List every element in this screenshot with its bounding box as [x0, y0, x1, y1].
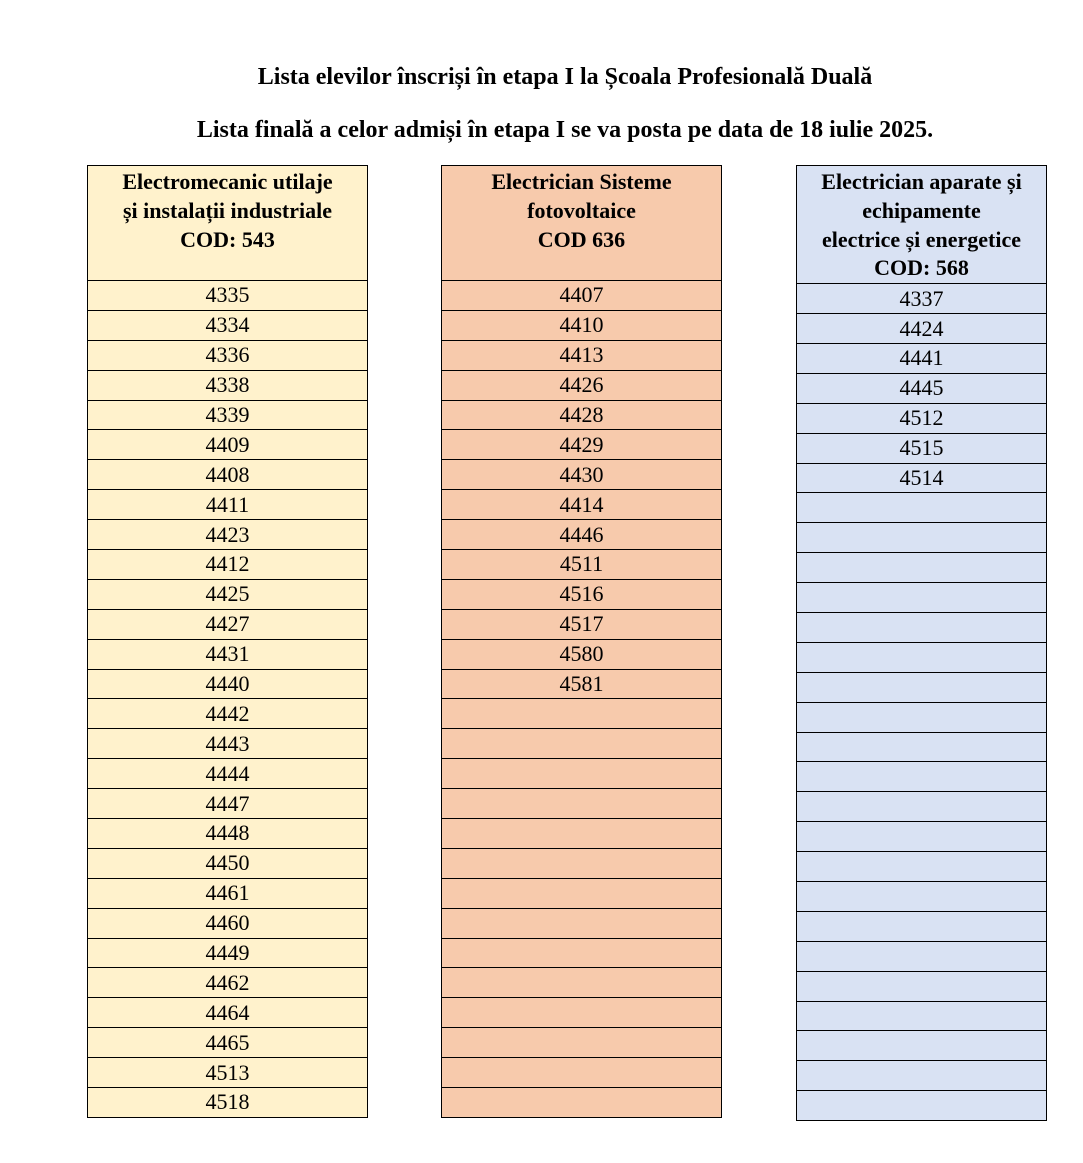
student-code-cell — [797, 583, 1047, 613]
table-row — [797, 792, 1047, 822]
table-row — [442, 579, 722, 609]
header-line: și instalații industriale — [122, 197, 333, 223]
student-code-cell — [797, 612, 1047, 642]
table-row — [797, 1091, 1047, 1121]
student-code-cell — [797, 882, 1047, 912]
student-code-cell: 4408 — [88, 460, 368, 490]
student-code-cell: 4412 — [88, 550, 368, 580]
table-row — [442, 848, 722, 878]
student-code-cell: 4407 — [442, 281, 722, 311]
table-row — [442, 370, 722, 400]
student-code-cell — [442, 968, 722, 998]
header-line: echipamente — [862, 197, 981, 223]
student-code-cell: 4425 — [88, 579, 368, 609]
table-row — [442, 550, 722, 580]
header-line: Electromecanic utilaje — [122, 169, 333, 194]
table-row — [797, 642, 1047, 672]
table-row — [797, 403, 1047, 433]
student-code-cell: 4335 — [88, 281, 368, 311]
table-row — [88, 1058, 368, 1088]
table-row — [88, 908, 368, 938]
table-row — [88, 370, 368, 400]
student-code-cell: 4461 — [88, 878, 368, 908]
student-code-cell: 4444 — [88, 759, 368, 789]
table-row — [797, 1001, 1047, 1031]
student-code-cell: 4409 — [88, 430, 368, 460]
table-row — [442, 400, 722, 430]
student-code-cell — [797, 762, 1047, 792]
table-row — [88, 848, 368, 878]
table-electrician-fotovoltaice — [441, 165, 722, 1118]
student-code-cell — [797, 1031, 1047, 1061]
table-row — [442, 460, 722, 490]
student-code-cell: 4410 — [442, 310, 722, 340]
student-code-cell — [797, 702, 1047, 732]
student-code-cell: 4440 — [88, 669, 368, 699]
table-electrician-aparate — [796, 165, 1047, 1121]
student-code-cell: 4336 — [88, 340, 368, 370]
table-row — [88, 340, 368, 370]
table-row — [442, 968, 722, 998]
header-code: COD: 568 — [874, 255, 969, 281]
table-row — [88, 281, 368, 311]
table-row — [797, 493, 1047, 523]
student-code-cell: 4430 — [442, 460, 722, 490]
student-code-cell: 4431 — [88, 639, 368, 669]
table-row — [442, 310, 722, 340]
table-row — [88, 639, 368, 669]
table-row — [442, 819, 722, 849]
student-code-cell — [442, 998, 722, 1028]
table-row — [442, 340, 722, 370]
student-code-cell: 4464 — [88, 998, 368, 1028]
table-row — [442, 1058, 722, 1088]
header-line: Electrician aparate și — [821, 169, 1022, 194]
student-code-cell: 4414 — [442, 490, 722, 520]
student-code-cell — [442, 908, 722, 938]
student-code-cell — [797, 523, 1047, 553]
student-code-cell — [797, 672, 1047, 702]
student-code-cell: 4513 — [88, 1058, 368, 1088]
table-row — [442, 639, 722, 669]
student-code-cell: 4337 — [797, 284, 1047, 314]
table-row — [442, 430, 722, 460]
column-header — [797, 166, 1047, 284]
student-code-cell — [442, 848, 722, 878]
table-row — [797, 941, 1047, 971]
header-line: electrice și energetice — [821, 226, 1022, 252]
student-code-cell — [797, 941, 1047, 971]
student-code-cell — [797, 642, 1047, 672]
table-row — [797, 433, 1047, 463]
student-code-cell — [442, 789, 722, 819]
student-code-cell: 4429 — [442, 430, 722, 460]
table-row — [88, 759, 368, 789]
table-row — [88, 729, 368, 759]
table-row — [88, 669, 368, 699]
table-row — [797, 762, 1047, 792]
table-row — [797, 373, 1047, 403]
student-code-cell: 4338 — [88, 370, 368, 400]
student-code-cell — [442, 1088, 722, 1118]
header-line: fotovoltaice — [527, 197, 636, 223]
student-code-cell: 4581 — [442, 669, 722, 699]
table-row — [442, 729, 722, 759]
student-code-cell: 4512 — [797, 403, 1047, 433]
table-row — [88, 579, 368, 609]
student-code-cell — [442, 1058, 722, 1088]
student-code-cell — [442, 759, 722, 789]
student-code-cell: 4442 — [88, 699, 368, 729]
student-code-cell: 4339 — [88, 400, 368, 430]
table-row — [442, 878, 722, 908]
student-code-cell: 4423 — [88, 520, 368, 550]
student-code-cell — [797, 822, 1047, 852]
student-code-cell: 4447 — [88, 789, 368, 819]
table-row — [442, 669, 722, 699]
student-code-cell: 4517 — [442, 609, 722, 639]
table-row — [442, 759, 722, 789]
table-row — [442, 908, 722, 938]
student-code-cell: 4426 — [442, 370, 722, 400]
student-code-cell — [797, 1061, 1047, 1091]
table-row — [442, 789, 722, 819]
header-code: COD: 543 — [180, 226, 275, 252]
table-row — [88, 1028, 368, 1058]
student-code-cell — [797, 911, 1047, 941]
table-row — [88, 819, 368, 849]
student-code-cell: 4443 — [88, 729, 368, 759]
student-code-cell: 4580 — [442, 639, 722, 669]
table-row — [797, 553, 1047, 583]
student-code-cell — [797, 553, 1047, 583]
student-code-cell: 4518 — [88, 1088, 368, 1118]
table-row — [88, 968, 368, 998]
table-row — [797, 463, 1047, 493]
student-code-cell: 4450 — [88, 848, 368, 878]
student-code-cell: 4413 — [442, 340, 722, 370]
student-code-cell: 4449 — [88, 938, 368, 968]
table-row — [88, 430, 368, 460]
table-row — [442, 281, 722, 311]
table-row — [442, 1028, 722, 1058]
table-electromecanic — [87, 165, 368, 1118]
table-row — [797, 882, 1047, 912]
student-code-cell: 4334 — [88, 310, 368, 340]
table-row — [797, 1031, 1047, 1061]
student-code-cell: 4516 — [442, 579, 722, 609]
student-code-cell — [797, 852, 1047, 882]
student-code-cell — [442, 938, 722, 968]
table-row — [88, 490, 368, 520]
table-row — [88, 938, 368, 968]
table-row — [88, 699, 368, 729]
student-code-cell: 4446 — [442, 520, 722, 550]
student-code-cell — [797, 732, 1047, 762]
table-row — [88, 878, 368, 908]
student-code-cell: 4428 — [442, 400, 722, 430]
table-row — [797, 702, 1047, 732]
student-code-cell — [442, 699, 722, 729]
table-row — [797, 672, 1047, 702]
page-title: Lista elevilor înscriși în etapa I la Școala Profesională Duală — [257, 64, 873, 90]
table-row — [88, 310, 368, 340]
table-row — [797, 911, 1047, 941]
table-row — [797, 612, 1047, 642]
table-row — [797, 971, 1047, 1001]
table-row — [88, 460, 368, 490]
table-row — [442, 520, 722, 550]
table-row — [88, 550, 368, 580]
student-code-cell: 4462 — [88, 968, 368, 998]
table-row — [88, 609, 368, 639]
header-code: COD 636 — [537, 226, 626, 252]
student-code-cell: 4460 — [88, 908, 368, 938]
column-header — [88, 166, 368, 281]
table-row — [442, 998, 722, 1028]
table-row — [88, 520, 368, 550]
table-row — [797, 343, 1047, 373]
table-row — [88, 1088, 368, 1118]
student-code-cell: 4511 — [442, 550, 722, 580]
table-row — [442, 699, 722, 729]
table-row — [442, 1088, 722, 1118]
student-code-cell: 4515 — [797, 433, 1047, 463]
student-code-cell — [797, 792, 1047, 822]
student-code-cell: 4411 — [88, 490, 368, 520]
student-code-cell — [442, 819, 722, 849]
table-row — [797, 852, 1047, 882]
student-code-cell: 4441 — [797, 343, 1047, 373]
student-code-cell: 4448 — [88, 819, 368, 849]
table-row — [442, 609, 722, 639]
table-row — [88, 998, 368, 1028]
student-code-cell: 4445 — [797, 373, 1047, 403]
table-row — [442, 490, 722, 520]
table-row — [88, 400, 368, 430]
student-code-cell — [797, 971, 1047, 1001]
table-row — [797, 732, 1047, 762]
student-code-cell — [442, 729, 722, 759]
student-code-cell — [797, 1091, 1047, 1121]
table-row — [797, 1061, 1047, 1091]
table-row — [88, 789, 368, 819]
student-code-cell: 4424 — [797, 314, 1047, 344]
student-code-cell: 4427 — [88, 609, 368, 639]
student-code-cell — [442, 878, 722, 908]
table-row — [797, 523, 1047, 553]
page-subtitle: Lista finală a celor admiși în etapa I se va posta pe data de 18 iulie 2025. — [196, 117, 934, 143]
student-code-cell — [797, 493, 1047, 523]
table-row — [442, 938, 722, 968]
student-code-cell — [797, 1001, 1047, 1031]
table-row — [797, 583, 1047, 613]
table-row — [797, 314, 1047, 344]
table-row — [797, 822, 1047, 852]
column-header — [442, 166, 722, 281]
student-code-cell — [442, 1028, 722, 1058]
table-row — [797, 284, 1047, 314]
student-code-cell: 4465 — [88, 1028, 368, 1058]
student-code-cell: 4514 — [797, 463, 1047, 493]
header-line: Electrician Sisteme — [491, 169, 672, 194]
